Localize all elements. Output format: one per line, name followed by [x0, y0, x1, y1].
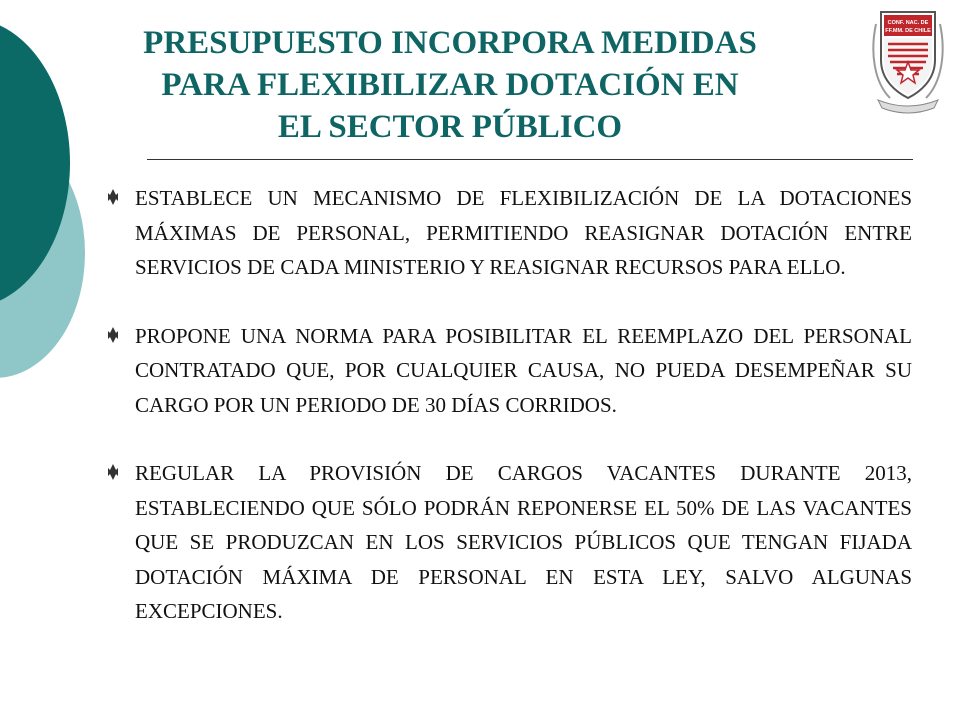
bullet-item [106, 181, 912, 285]
diamond-bullet-icon [106, 325, 120, 345]
logo-ribbon [878, 100, 938, 113]
diamond-bullet-icon [106, 187, 120, 207]
logo-text-line1: CONF. NAC. DE [887, 20, 929, 26]
bullet-item [106, 319, 912, 423]
slide-title [100, 22, 800, 148]
title-line-3: EL SECTOR PÚBLICO [277, 109, 623, 145]
diamond-bullet-icon [106, 462, 120, 482]
bullet-text: PROPONE UNA NORMA PARA POSIBILITAR EL REEMPLAZO DEL PERSONAL CONTRATADO QUE, POR CUALQUIER CAUSA, NO PUEDA DESEMPEÑAR SU CARGO POR UN PERIODO DE 30 DÍAS CORRIDOS. [135, 323, 912, 417]
logo-text-line2: FF.MM. DE CHILE [885, 28, 931, 34]
title-line-2: PARA FLEXIBILIZAR DOTACIÓN EN [161, 67, 739, 103]
bullet-list [106, 181, 912, 629]
organization-logo [868, 2, 948, 114]
bullet-item [106, 456, 912, 629]
bullet-text: REGULAR LA PROVISIÓN DE CARGOS VACANTES DURANTE 2013, ESTABLECIENDO QUE SÓLO PODRÁN REPONERSE EL 50% DE LAS VACANTES QUE SE PRODUZCAN EN LOS SERVICIOS PÚBLICOS QUE TENGAN FIJADA DOTACIÓN MÁXIMA DE PERSONAL EN ESTA LEY, SALVO ALGUNAS EXCEPCIONES. [135, 461, 912, 623]
bullet-text: ESTABLECE UN MECANISMO DE FLEXIBILIZACIÓN DE LA DOTACIONES MÁXIMAS DE PERSONAL, PERMITIENDO REASIGNAR DOTACIÓN ENTRE SERVICIOS DE CADA MINISTERIO Y REASIGNAR RECURSOS PARA ELLO. [135, 186, 912, 279]
title-line-1: PRESUPUESTO INCORPORA MEDIDAS [143, 25, 757, 61]
title-divider [147, 159, 913, 160]
